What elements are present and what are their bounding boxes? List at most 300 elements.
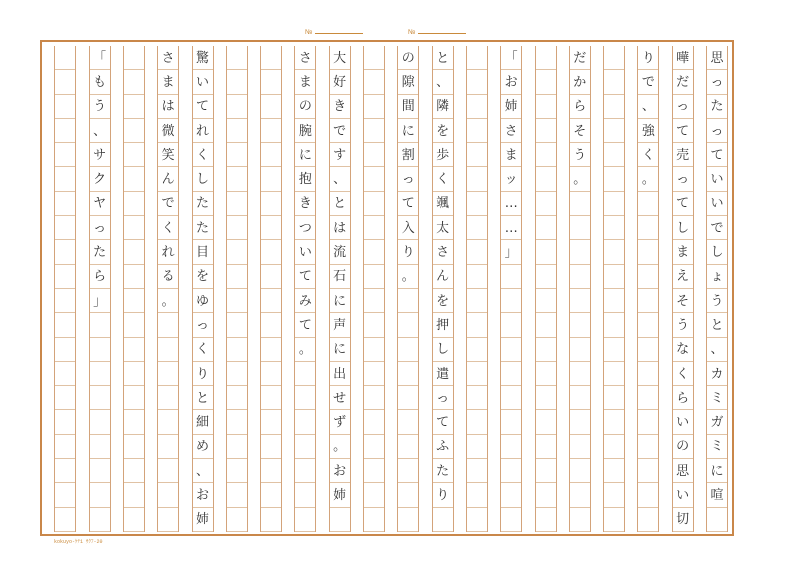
- grid-cell: [227, 265, 247, 289]
- grid-cell: [536, 240, 556, 264]
- manuscript-character: さ: [298, 50, 312, 66]
- number-label: №: [305, 29, 313, 36]
- manuscript-character: く: [195, 342, 209, 358]
- manuscript-character: 歩: [436, 147, 450, 163]
- manuscript-character: れ: [195, 123, 209, 139]
- grid-cell: [501, 289, 521, 313]
- manuscript-character: 。: [161, 293, 175, 309]
- manuscript-character: だ: [573, 50, 587, 66]
- grid-cell: [55, 240, 75, 264]
- grid-cell: [55, 411, 75, 435]
- grid-cell: [227, 168, 247, 192]
- grid-cell: [124, 70, 144, 94]
- grid-cell: [261, 313, 281, 337]
- grid-cell: [227, 46, 247, 70]
- grid-cell: [536, 216, 556, 240]
- text-column: [226, 46, 248, 532]
- grid-cell: [364, 119, 384, 143]
- manuscript-character: な: [676, 342, 690, 358]
- grid-cell: [638, 265, 658, 289]
- text-column: [192, 46, 214, 532]
- manuscript-character: 姉: [195, 512, 209, 528]
- grid-cell: [536, 46, 556, 70]
- manuscript-character: …: [504, 220, 518, 236]
- grid-cell: [124, 143, 144, 167]
- grid-cell: [227, 508, 247, 532]
- manuscript-character: 。: [298, 342, 312, 358]
- grid-cell: [570, 192, 590, 216]
- manuscript-character: 入: [401, 220, 415, 236]
- manuscript-character: を: [436, 293, 450, 309]
- grid-cell: [261, 508, 281, 532]
- grid-cell: [364, 240, 384, 264]
- manuscript-character: ゆ: [195, 293, 209, 309]
- manuscript-character: 隙: [401, 74, 415, 90]
- grid-cell: [124, 386, 144, 410]
- grid-cell: [261, 143, 281, 167]
- grid-cell: [90, 508, 110, 532]
- grid-cell: [55, 119, 75, 143]
- manuscript-character: 、: [333, 172, 347, 188]
- manuscript-character: て: [401, 196, 415, 212]
- grid-cell: [501, 386, 521, 410]
- manuscript-character: に: [333, 342, 347, 358]
- grid-cell: [261, 459, 281, 483]
- manuscript-character: は: [161, 99, 175, 115]
- grid-cell: [638, 435, 658, 459]
- grid-cell: [124, 216, 144, 240]
- grid-cell: [536, 386, 556, 410]
- manuscript-character: て: [298, 317, 312, 333]
- manuscript-character: て: [676, 123, 690, 139]
- manuscript-character: て: [298, 269, 312, 285]
- manuscript-character: っ: [676, 172, 690, 188]
- grid-cell: [536, 143, 556, 167]
- manuscript-character: さ: [436, 245, 450, 261]
- manuscript-character: し: [195, 172, 209, 188]
- manuscript-character: さ: [161, 50, 175, 66]
- grid-cell: [536, 70, 556, 94]
- manuscript-character: て: [676, 196, 690, 212]
- grid-cell: [501, 313, 521, 337]
- grid-cell: [604, 362, 624, 386]
- manuscript-character: い: [710, 172, 724, 188]
- grid-cell: [467, 289, 487, 313]
- grid-cell: [570, 216, 590, 240]
- manuscript-character: ら: [573, 99, 587, 115]
- grid-cell: [90, 386, 110, 410]
- manuscript-character: る: [161, 269, 175, 285]
- grid-cell: [124, 265, 144, 289]
- manuscript-character: と: [195, 390, 209, 406]
- manuscript-character: 、: [195, 463, 209, 479]
- grid-cell: [227, 362, 247, 386]
- grid-cell: [124, 362, 144, 386]
- grid-cell: [364, 289, 384, 313]
- manuscript-character: ま: [504, 147, 518, 163]
- manuscript-character: ず: [333, 415, 347, 431]
- grid-cell: [364, 483, 384, 507]
- grid-cell: [364, 70, 384, 94]
- grid-cell: [536, 459, 556, 483]
- manuscript-character: そ: [573, 123, 587, 139]
- number-field-1: [305, 27, 363, 36]
- grid-cell: [604, 192, 624, 216]
- text-column: [500, 46, 522, 532]
- grid-cell: [467, 435, 487, 459]
- grid-cell: [467, 168, 487, 192]
- manuscript-character: 。: [333, 439, 347, 455]
- grid-cell: [467, 95, 487, 119]
- grid-cell: [295, 483, 315, 507]
- manuscript-character: サ: [93, 147, 107, 163]
- grid-cell: [55, 508, 75, 532]
- grid-cell: [467, 70, 487, 94]
- manuscript-character: 出: [333, 366, 347, 382]
- manuscript-character: ミ: [710, 439, 724, 455]
- text-column: [397, 46, 419, 532]
- grid-cell: [467, 508, 487, 532]
- grid-cell: [364, 265, 384, 289]
- grid-cell: [467, 265, 487, 289]
- manuscript-character: そ: [676, 293, 690, 309]
- manuscript-grid: [46, 46, 730, 532]
- grid-cell: [364, 362, 384, 386]
- grid-cell: [261, 435, 281, 459]
- grid-cell: [501, 338, 521, 362]
- manuscript-character: 太: [436, 220, 450, 236]
- manuscript-character: く: [161, 220, 175, 236]
- manuscript-character: ふ: [436, 439, 450, 455]
- manuscript-character: 嘩: [676, 50, 690, 66]
- grid-cell: [295, 459, 315, 483]
- grid-cell: [90, 459, 110, 483]
- text-column: [363, 46, 385, 532]
- manuscript-character: う: [573, 147, 587, 163]
- manuscript-character: を: [195, 269, 209, 285]
- manuscript-character: か: [573, 74, 587, 90]
- grid-cell: [604, 216, 624, 240]
- manuscript-character: せ: [333, 390, 347, 406]
- manuscript-character: え: [676, 269, 690, 285]
- grid-cell: [536, 483, 556, 507]
- grid-cell: [55, 95, 75, 119]
- manuscript-character: っ: [93, 220, 107, 236]
- grid-cell: [261, 483, 281, 507]
- grid-cell: [364, 192, 384, 216]
- grid-cell: [364, 411, 384, 435]
- grid-cell: [467, 411, 487, 435]
- manuscript-character: で: [710, 220, 724, 236]
- manuscript-character: っ: [436, 390, 450, 406]
- grid-cell: [536, 95, 556, 119]
- grid-cell: [604, 386, 624, 410]
- grid-cell: [467, 46, 487, 70]
- paper-code: kokuyo-ｹﾃ1 ｻｸﾌ-20: [54, 539, 103, 545]
- manuscript-sheet: [40, 40, 734, 536]
- grid-cell: [398, 483, 418, 507]
- grid-cell: [467, 362, 487, 386]
- grid-cell: [467, 119, 487, 143]
- grid-cell: [467, 338, 487, 362]
- grid-cell: [467, 459, 487, 483]
- grid-cell: [536, 265, 556, 289]
- text-column: [672, 46, 694, 532]
- grid-cell: [124, 435, 144, 459]
- grid-cell: [604, 508, 624, 532]
- grid-cell: [398, 435, 418, 459]
- manuscript-character: 颯: [436, 196, 450, 212]
- grid-cell: [227, 459, 247, 483]
- grid-cell: [295, 411, 315, 435]
- manuscript-character: 驚: [195, 50, 209, 66]
- manuscript-character: ん: [161, 172, 175, 188]
- grid-cell: [55, 265, 75, 289]
- manuscript-character: り: [195, 366, 209, 382]
- manuscript-character: き: [333, 99, 347, 115]
- grid-cell: [604, 338, 624, 362]
- grid-cell: [467, 313, 487, 337]
- grid-cell: [158, 483, 178, 507]
- grid-cell: [638, 362, 658, 386]
- grid-cell: [501, 362, 521, 386]
- manuscript-character: ま: [676, 245, 690, 261]
- manuscript-character: に: [298, 147, 312, 163]
- text-column: [260, 46, 282, 532]
- manuscript-character: 微: [161, 123, 175, 139]
- grid-cell: [398, 338, 418, 362]
- grid-cell: [604, 459, 624, 483]
- grid-cell: [227, 95, 247, 119]
- manuscript-character: と: [436, 50, 450, 66]
- grid-cell: [536, 508, 556, 532]
- manuscript-character: 抱: [298, 172, 312, 188]
- grid-cell: [398, 313, 418, 337]
- grid-cell: [570, 508, 590, 532]
- grid-cell: [570, 338, 590, 362]
- grid-cell: [638, 411, 658, 435]
- manuscript-character: 好: [333, 74, 347, 90]
- grid-cell: [295, 362, 315, 386]
- grid-cell: [638, 313, 658, 337]
- text-column: [157, 46, 179, 532]
- manuscript-character: っ: [195, 317, 209, 333]
- manuscript-character: で: [161, 196, 175, 212]
- number-field-2: [408, 27, 466, 36]
- grid-cell: [638, 338, 658, 362]
- grid-cell: [55, 216, 75, 240]
- grid-cell: [638, 240, 658, 264]
- grid-cell: [570, 265, 590, 289]
- manuscript-character: ょ: [710, 269, 724, 285]
- grid-cell: [364, 46, 384, 70]
- grid-cell: [261, 289, 281, 313]
- manuscript-character: 遣: [436, 366, 450, 382]
- manuscript-character: い: [676, 488, 690, 504]
- grid-cell: [55, 386, 75, 410]
- manuscript-character: た: [195, 196, 209, 212]
- grid-cell: [227, 119, 247, 143]
- manuscript-character: れ: [161, 245, 175, 261]
- grid-cell: [90, 411, 110, 435]
- grid-cell: [295, 386, 315, 410]
- grid-cell: [261, 338, 281, 362]
- grid-cell: [227, 338, 247, 362]
- manuscript-character: り: [401, 245, 415, 261]
- manuscript-character: み: [298, 293, 312, 309]
- grid-cell: [90, 435, 110, 459]
- grid-cell: [227, 216, 247, 240]
- manuscript-character: て: [710, 147, 724, 163]
- grid-cell: [55, 70, 75, 94]
- manuscript-character: 思: [710, 50, 724, 66]
- manuscript-character: っ: [676, 99, 690, 115]
- grid-cell: [364, 313, 384, 337]
- manuscript-character: の: [676, 439, 690, 455]
- grid-cell: [55, 289, 75, 313]
- grid-cell: [604, 168, 624, 192]
- manuscript-character: ま: [298, 74, 312, 90]
- manuscript-character: い: [710, 196, 724, 212]
- grid-cell: [90, 313, 110, 337]
- grid-cell: [398, 508, 418, 532]
- grid-cell: [158, 411, 178, 435]
- grid-cell: [467, 240, 487, 264]
- grid-cell: [364, 95, 384, 119]
- grid-cell: [227, 386, 247, 410]
- grid-cell: [570, 435, 590, 459]
- manuscript-character: お: [504, 74, 518, 90]
- manuscript-character: て: [195, 99, 209, 115]
- manuscript-character: 割: [401, 147, 415, 163]
- manuscript-character: と: [333, 196, 347, 212]
- grid-cell: [604, 119, 624, 143]
- manuscript-character: に: [401, 123, 415, 139]
- manuscript-character: つ: [298, 220, 312, 236]
- grid-cell: [55, 435, 75, 459]
- text-column: [329, 46, 351, 532]
- manuscript-character: し: [436, 342, 450, 358]
- text-column: [466, 46, 488, 532]
- manuscript-character: 大: [333, 50, 347, 66]
- grid-cell: [261, 216, 281, 240]
- manuscript-character: を: [436, 123, 450, 139]
- grid-cell: [55, 192, 75, 216]
- grid-cell: [536, 411, 556, 435]
- grid-cell: [501, 265, 521, 289]
- manuscript-character: だ: [676, 74, 690, 90]
- grid-cell: [638, 289, 658, 313]
- manuscript-character: ら: [93, 269, 107, 285]
- grid-cell: [536, 313, 556, 337]
- manuscript-character: 。: [573, 172, 587, 188]
- grid-cell: [638, 459, 658, 483]
- grid-cell: [398, 411, 418, 435]
- grid-cell: [158, 313, 178, 337]
- grid-cell: [55, 483, 75, 507]
- grid-cell: [501, 508, 521, 532]
- grid-cell: [638, 508, 658, 532]
- manuscript-character: ヤ: [93, 196, 107, 212]
- manuscript-character: ク: [93, 172, 107, 188]
- grid-cell: [227, 483, 247, 507]
- grid-cell: [501, 411, 521, 435]
- manuscript-character: 、: [436, 74, 450, 90]
- grid-cell: [604, 95, 624, 119]
- manuscript-character: い: [676, 415, 690, 431]
- grid-cell: [638, 192, 658, 216]
- grid-cell: [536, 289, 556, 313]
- manuscript-character: ガ: [710, 415, 724, 431]
- grid-cell: [364, 435, 384, 459]
- grid-cell: [124, 95, 144, 119]
- manuscript-character: て: [436, 415, 450, 431]
- manuscript-character: く: [676, 366, 690, 382]
- manuscript-character: た: [436, 463, 450, 479]
- manuscript-character: 」: [504, 245, 518, 261]
- grid-cell: [570, 289, 590, 313]
- text-column: [603, 46, 625, 532]
- manuscript-character: し: [710, 245, 724, 261]
- manuscript-character: …: [504, 196, 518, 212]
- grid-cell: [227, 411, 247, 435]
- grid-cell: [638, 386, 658, 410]
- text-column: [123, 46, 145, 532]
- manuscript-character: 細: [195, 415, 209, 431]
- grid-cell: [295, 508, 315, 532]
- grid-cell: [55, 362, 75, 386]
- grid-cell: [536, 192, 556, 216]
- grid-cell: [604, 143, 624, 167]
- grid-cell: [467, 192, 487, 216]
- manuscript-character: っ: [401, 172, 415, 188]
- manuscript-character: り: [436, 488, 450, 504]
- grid-cell: [227, 289, 247, 313]
- manuscript-character: く: [195, 147, 209, 163]
- grid-cell: [570, 240, 590, 264]
- grid-cell: [604, 240, 624, 264]
- grid-cell: [227, 70, 247, 94]
- grid-cell: [604, 435, 624, 459]
- grid-cell: [570, 483, 590, 507]
- manuscript-character: 売: [676, 147, 690, 163]
- grid-cell: [55, 338, 75, 362]
- manuscript-character: た: [710, 99, 724, 115]
- grid-cell: [364, 508, 384, 532]
- grid-cell: [124, 192, 144, 216]
- manuscript-character: 笑: [161, 147, 175, 163]
- grid-cell: [261, 192, 281, 216]
- grid-cell: [570, 386, 590, 410]
- grid-cell: [227, 192, 247, 216]
- grid-cell: [124, 46, 144, 70]
- grid-cell: [604, 411, 624, 435]
- grid-cell: [398, 289, 418, 313]
- grid-cell: [55, 46, 75, 70]
- grid-cell: [604, 483, 624, 507]
- manuscript-character: た: [195, 220, 209, 236]
- manuscript-character: い: [298, 245, 312, 261]
- manuscript-character: た: [93, 245, 107, 261]
- text-column: [294, 46, 316, 532]
- grid-cell: [638, 483, 658, 507]
- manuscript-character: 流: [333, 245, 347, 261]
- manuscript-character: 。: [401, 269, 415, 285]
- grid-cell: [227, 240, 247, 264]
- manuscript-character: 切: [676, 512, 690, 528]
- grid-cell: [90, 338, 110, 362]
- manuscript-character: ミ: [710, 390, 724, 406]
